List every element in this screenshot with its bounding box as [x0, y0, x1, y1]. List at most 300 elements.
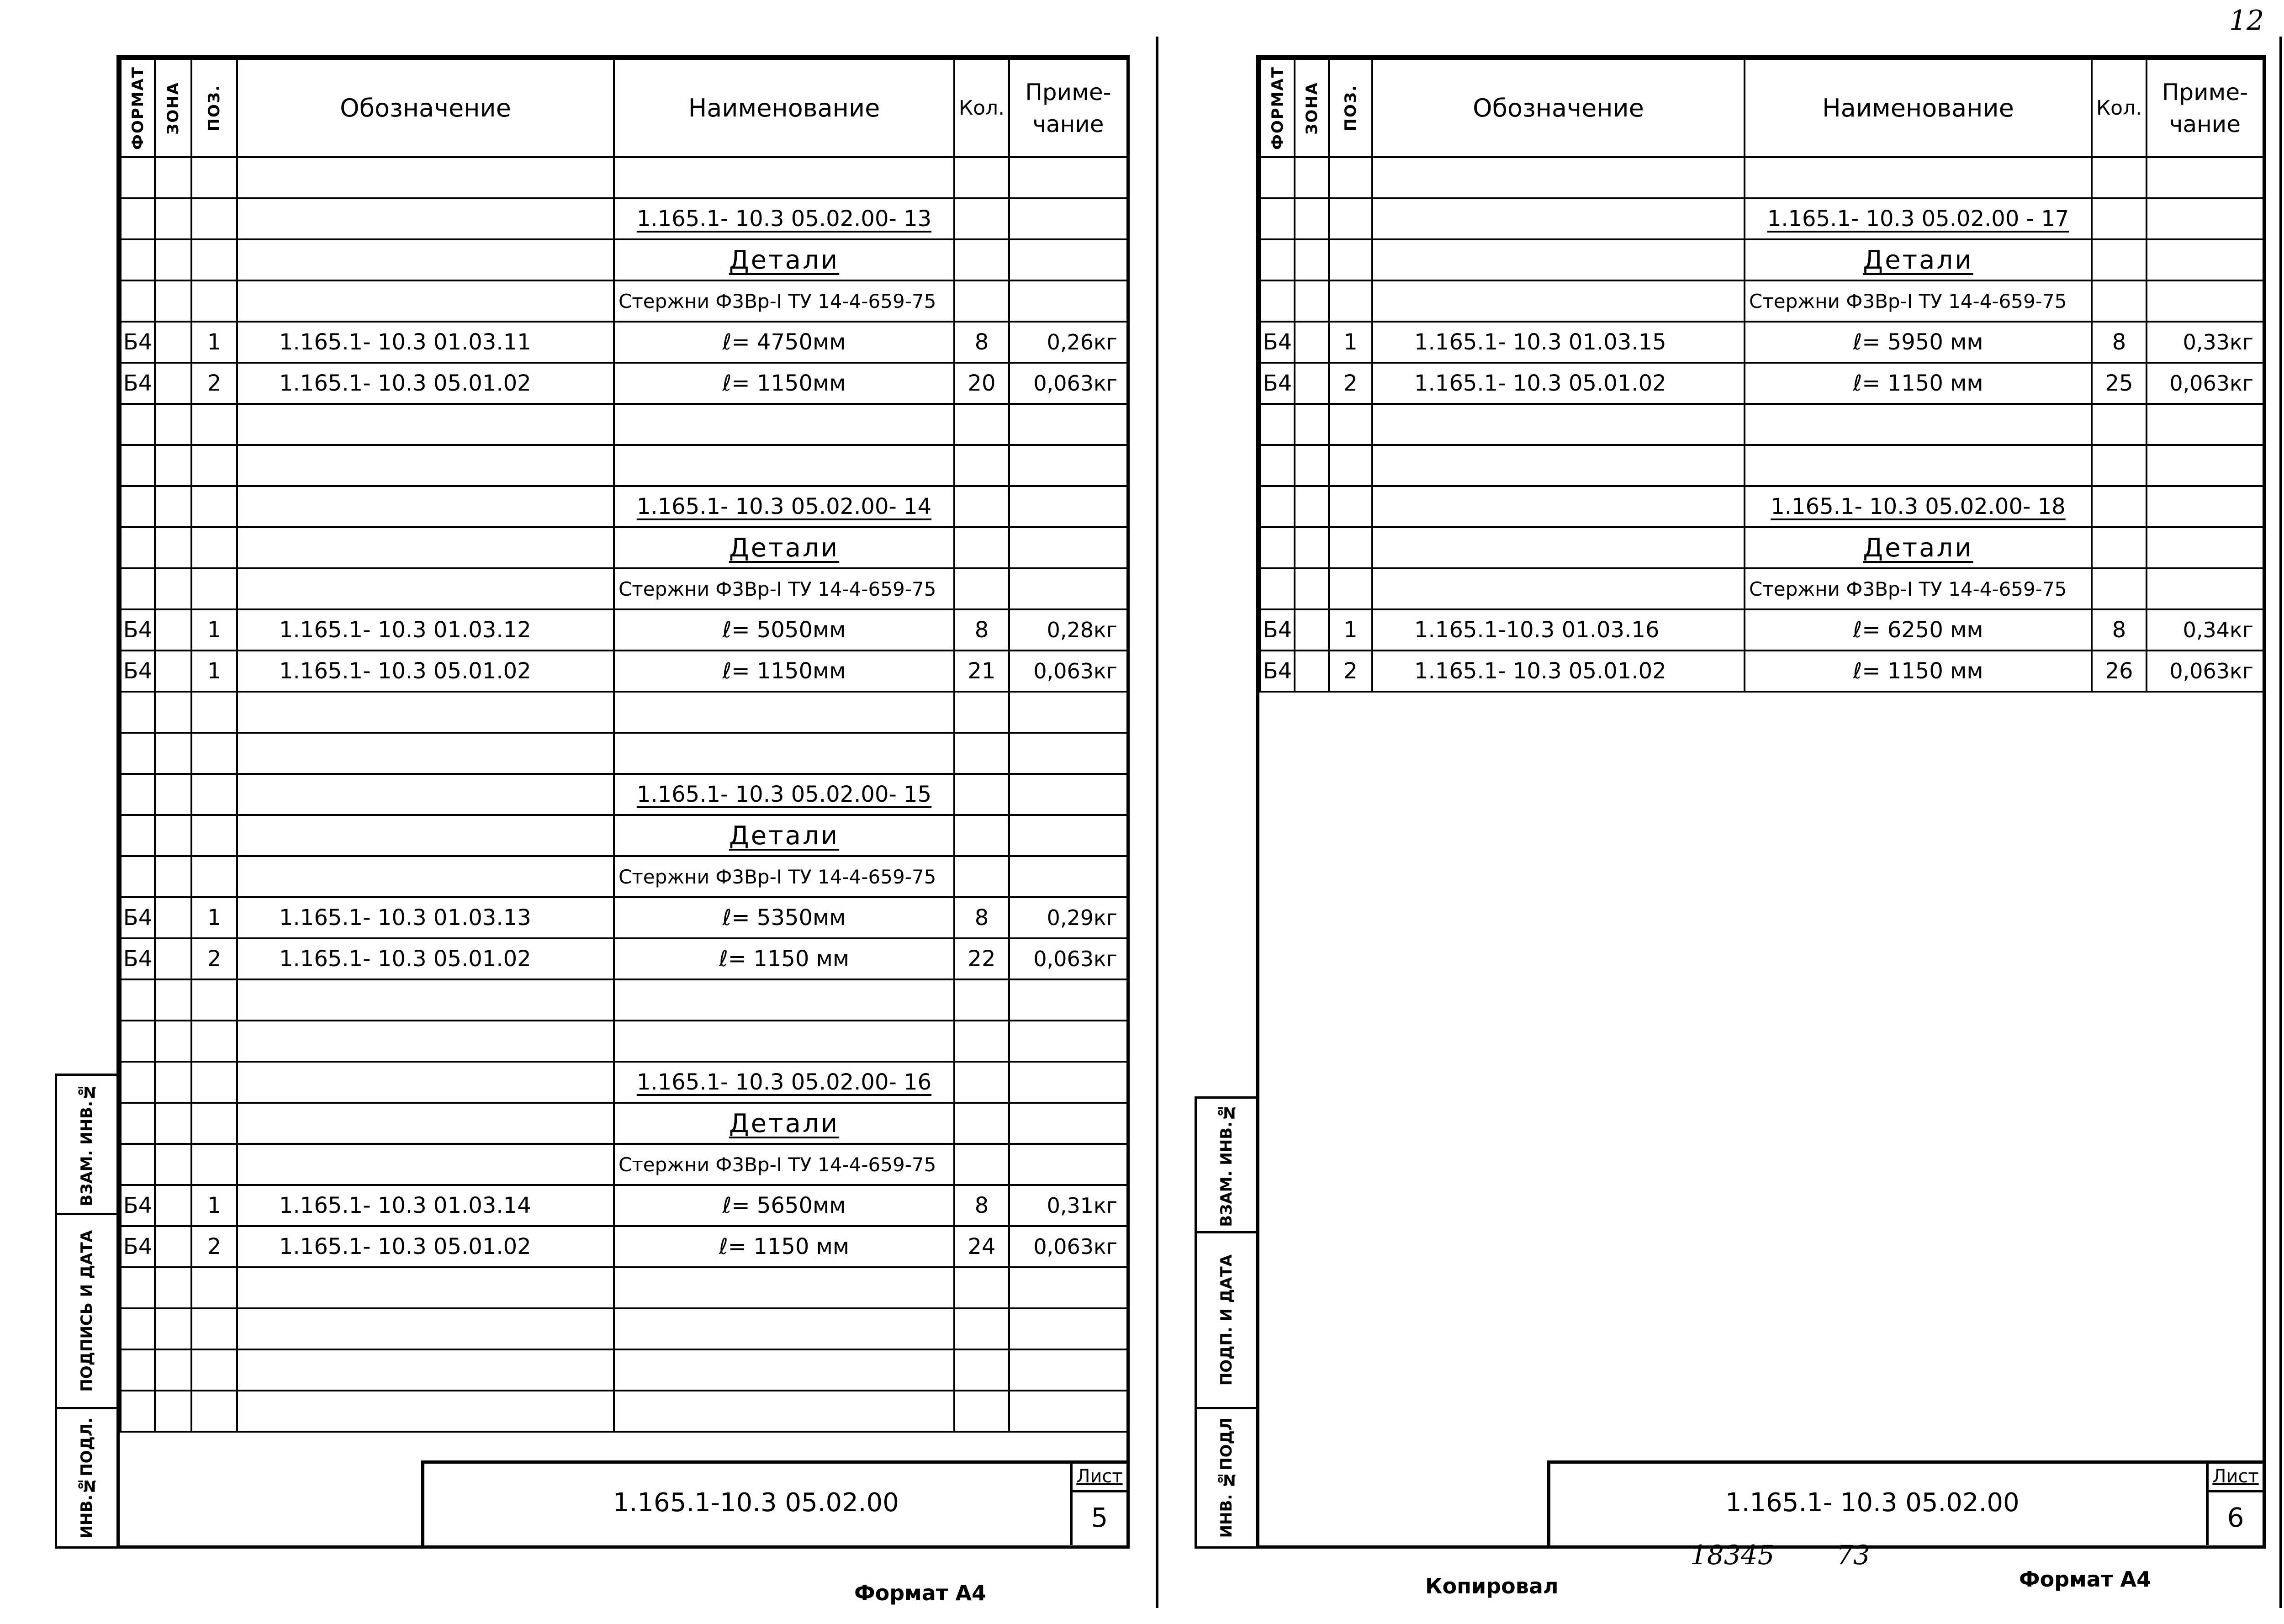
empty-cell: [1009, 568, 1127, 609]
empty-cell: [954, 1144, 1009, 1185]
empty-cell: [1372, 404, 1745, 445]
empty-cell: [1329, 280, 1372, 322]
table-row: [121, 322, 1127, 363]
header-pos: ПОЗ.: [1329, 59, 1372, 157]
empty-cell: [1329, 239, 1372, 280]
table-row: [1260, 322, 2263, 363]
spec-sheet-left: [116, 55, 1130, 1549]
empty-cell: [121, 280, 155, 322]
empty-cell: [191, 815, 237, 856]
empty-row: [121, 692, 1127, 733]
empty-cell: [155, 568, 191, 609]
empty-row: [1260, 404, 2263, 445]
item-designation: 1.165.1- 10.3 01.03.12: [237, 609, 614, 651]
empty-cell: [1009, 445, 1127, 486]
empty-cell: [237, 445, 614, 486]
empty-cell: [237, 774, 614, 815]
empty-cell: [237, 733, 614, 774]
item-note: 0,063кг: [1009, 363, 1127, 404]
empty-cell: [1295, 486, 1329, 527]
group-title: [1745, 527, 2092, 568]
item-zone: [155, 609, 191, 651]
group-code: [614, 1062, 954, 1103]
item-designation: 1.165.1- 10.3 05.01.02: [237, 938, 614, 979]
item-format: Б4: [121, 938, 155, 979]
item-qty: 21: [954, 651, 1009, 692]
empty-cell: [155, 1308, 191, 1349]
empty-cell: [155, 527, 191, 568]
header-designation: Обозначение: [237, 59, 614, 157]
group-code-row: [121, 1062, 1127, 1103]
sidebar-right-podpis: ПОДП. И ДАТА: [1195, 1231, 1258, 1409]
empty-cell: [1009, 979, 1127, 1021]
item-qty: 25: [2092, 363, 2147, 404]
item-format: Б4: [121, 651, 155, 692]
item-zone: [1295, 651, 1329, 692]
empty-cell: [1009, 1349, 1127, 1391]
empty-cell: [191, 239, 237, 280]
empty-cell: [1260, 404, 1295, 445]
empty-cell: [1295, 404, 1329, 445]
empty-cell: [191, 856, 237, 897]
empty-cell: [237, 1391, 614, 1432]
fold-line-right: [2279, 37, 2282, 1608]
item-name: ℓ= 1150 мм: [1745, 651, 2092, 692]
empty-cell: [191, 445, 237, 486]
table-row: [121, 651, 1127, 692]
empty-cell: [155, 733, 191, 774]
empty-cell: [1009, 774, 1127, 815]
item-note: 0,063кг: [1009, 938, 1127, 979]
empty-cell: [614, 692, 954, 733]
item-format: Б4: [121, 897, 155, 938]
group-code-row: [121, 486, 1127, 527]
empty-cell: [1745, 157, 2092, 198]
group-title-row: [121, 527, 1127, 568]
empty-cell: [2092, 404, 2147, 445]
stamp-code-left: 1.165.1-10.3 05.02.00: [613, 1488, 899, 1518]
empty-cell: [1009, 198, 1127, 239]
spec-body-right: [1260, 157, 2263, 692]
group-material: Стержни Ф3Вр-I ТУ 14-4-659-75: [614, 280, 954, 322]
empty-cell: [237, 404, 614, 445]
item-designation: 1.165.1- 10.3 01.03.14: [237, 1185, 614, 1226]
empty-cell: [155, 280, 191, 322]
empty-cell: [1009, 527, 1127, 568]
empty-cell: [191, 1021, 237, 1062]
empty-cell: [155, 1391, 191, 1432]
empty-cell: [1329, 486, 1372, 527]
empty-cell: [954, 1267, 1009, 1308]
empty-cell: [1329, 198, 1372, 239]
empty-cell: [155, 1021, 191, 1062]
empty-cell: [954, 1021, 1009, 1062]
group-title-text: Детали: [729, 820, 840, 851]
item-note: 0,28кг: [1009, 609, 1127, 651]
empty-cell: [237, 527, 614, 568]
item-pos: 2: [191, 938, 237, 979]
empty-cell: [954, 1103, 1009, 1144]
empty-cell: [191, 733, 237, 774]
item-note: 0,26кг: [1009, 322, 1127, 363]
group-code: [1745, 486, 2092, 527]
empty-cell: [237, 979, 614, 1021]
group-material-row: [1260, 568, 2263, 609]
item-zone: [155, 938, 191, 979]
header-name: Наименование: [1745, 59, 2092, 157]
group-title: [614, 815, 954, 856]
copied-label: Копировал: [1425, 1574, 1559, 1598]
empty-cell: [237, 1062, 614, 1103]
empty-cell: [1009, 280, 1127, 322]
item-qty: 8: [954, 322, 1009, 363]
empty-cell: [121, 979, 155, 1021]
empty-cell: [954, 445, 1009, 486]
handwritten-number: 18345: [1690, 1539, 1775, 1571]
sheet-label-left: Лист: [1073, 1463, 1126, 1492]
empty-cell: [155, 1267, 191, 1308]
empty-cell: [1260, 280, 1295, 322]
empty-cell: [2147, 486, 2263, 527]
item-pos: 1: [191, 897, 237, 938]
stamp-code-right: 1.165.1- 10.3 05.02.00: [1725, 1488, 2020, 1518]
group-material-row: [121, 1144, 1127, 1185]
empty-cell: [1372, 445, 1745, 486]
empty-cell: [1260, 445, 1295, 486]
sheet-label-right: Лист: [2209, 1463, 2263, 1492]
table-row: [1260, 609, 2263, 651]
empty-cell: [155, 1144, 191, 1185]
item-name: ℓ= 1150мм: [614, 651, 954, 692]
empty-cell: [614, 979, 954, 1021]
item-note: 0,063кг: [1009, 1226, 1127, 1267]
empty-cell: [954, 486, 1009, 527]
empty-cell: [2092, 198, 2147, 239]
empty-cell: [121, 1308, 155, 1349]
table-row: [121, 897, 1127, 938]
empty-cell: [2147, 527, 2263, 568]
empty-row: [121, 979, 1127, 1021]
table-row: [121, 609, 1127, 651]
item-format: Б4: [121, 1226, 155, 1267]
empty-cell: [1372, 486, 1745, 527]
empty-cell: [1745, 445, 2092, 486]
empty-cell: [121, 815, 155, 856]
group-title-text: Детали: [729, 1108, 840, 1138]
empty-cell: [191, 1144, 237, 1185]
group-title-text: Детали: [1863, 533, 1973, 563]
empty-cell: [155, 198, 191, 239]
empty-cell: [155, 815, 191, 856]
group-code-row: [121, 774, 1127, 815]
empty-cell: [954, 856, 1009, 897]
header-qty: Кол.: [2092, 59, 2147, 157]
group-title-row: [121, 815, 1127, 856]
sidebar-right-vzam: ВЗАМ. ИНВ.№: [1195, 1096, 1258, 1233]
item-name: ℓ= 5350мм: [614, 897, 954, 938]
item-zone: [155, 897, 191, 938]
empty-cell: [155, 774, 191, 815]
item-note: 0,34кг: [2147, 609, 2263, 651]
header-zone: ЗОНА: [1295, 59, 1329, 157]
empty-cell: [1372, 527, 1745, 568]
group-code-text: 1.165.1- 10.3 05.02.00- 13: [636, 206, 932, 232]
empty-cell: [121, 774, 155, 815]
group-code-row: [121, 198, 1127, 239]
empty-cell: [121, 1021, 155, 1062]
empty-cell: [1260, 239, 1295, 280]
item-qty: 20: [954, 363, 1009, 404]
empty-cell: [2092, 568, 2147, 609]
empty-cell: [2092, 239, 2147, 280]
table-row: [1260, 363, 2263, 404]
empty-cell: [237, 157, 614, 198]
group-title-text: Детали: [1863, 245, 1973, 275]
item-qty: 8: [954, 897, 1009, 938]
empty-cell: [614, 1267, 954, 1308]
empty-cell: [954, 280, 1009, 322]
item-qty: 8: [2092, 609, 2147, 651]
item-designation: 1.165.1- 10.3 01.03.13: [237, 897, 614, 938]
empty-cell: [1009, 815, 1127, 856]
empty-cell: [191, 198, 237, 239]
group-title: [614, 1103, 954, 1144]
empty-cell: [1009, 157, 1127, 198]
empty-cell: [1260, 527, 1295, 568]
item-zone: [155, 363, 191, 404]
empty-cell: [1372, 280, 1745, 322]
empty-cell: [1009, 1267, 1127, 1308]
sidebar-left-inv: ИНВ.№ПОДЛ.: [55, 1407, 119, 1549]
item-qty: 26: [2092, 651, 2147, 692]
item-pos: 2: [1329, 363, 1372, 404]
empty-cell: [155, 445, 191, 486]
group-code-text: 1.165.1- 10.3 05.02.00- 16: [636, 1069, 932, 1095]
empty-cell: [2092, 157, 2147, 198]
item-format: Б4: [121, 1185, 155, 1226]
item-pos: 1: [191, 322, 237, 363]
item-name: ℓ= 1150 мм: [1745, 363, 2092, 404]
empty-row: [121, 404, 1127, 445]
empty-cell: [121, 1267, 155, 1308]
item-pos: 2: [191, 363, 237, 404]
empty-cell: [191, 692, 237, 733]
empty-cell: [237, 692, 614, 733]
empty-cell: [1329, 157, 1372, 198]
group-code: [614, 774, 954, 815]
group-code-row: [1260, 198, 2263, 239]
spec-table-right: [1259, 58, 2264, 693]
item-format: Б4: [1260, 363, 1295, 404]
spec-sheet-right: [1256, 55, 2266, 1549]
empty-cell: [954, 568, 1009, 609]
empty-cell: [191, 774, 237, 815]
item-pos: 1: [191, 609, 237, 651]
header-note: Приме- чание: [1009, 59, 1127, 157]
empty-cell: [2147, 445, 2263, 486]
empty-cell: [954, 527, 1009, 568]
empty-cell: [1295, 527, 1329, 568]
table-row: [121, 1185, 1127, 1226]
empty-cell: [121, 445, 155, 486]
item-pos: 2: [1329, 651, 1372, 692]
sheet-number-box-left: [1070, 1463, 1126, 1545]
empty-row: [121, 1021, 1127, 1062]
header-designation: Обозначение: [1372, 59, 1745, 157]
empty-cell: [237, 1021, 614, 1062]
empty-cell: [121, 157, 155, 198]
empty-cell: [121, 733, 155, 774]
empty-cell: [1295, 445, 1329, 486]
item-name: ℓ= 1150 мм: [614, 938, 954, 979]
empty-cell: [2092, 280, 2147, 322]
empty-cell: [155, 856, 191, 897]
item-format: Б4: [1260, 651, 1295, 692]
group-material: Стержни Ф3Вр-I ТУ 14-4-659-75: [1745, 280, 2092, 322]
empty-cell: [191, 1103, 237, 1144]
empty-cell: [954, 239, 1009, 280]
item-pos: 2: [191, 1226, 237, 1267]
empty-cell: [237, 1308, 614, 1349]
group-code-text: 1.165.1- 10.3 05.02.00- 18: [1771, 494, 2066, 519]
empty-cell: [237, 198, 614, 239]
empty-cell: [155, 979, 191, 1021]
group-code: [614, 198, 954, 239]
item-format: Б4: [1260, 609, 1295, 651]
empty-row: [1260, 157, 2263, 198]
empty-cell: [1009, 692, 1127, 733]
sidebar-right-inv: ИНВ. №ПОДЛ: [1195, 1407, 1258, 1549]
empty-cell: [954, 1391, 1009, 1432]
empty-cell: [155, 1103, 191, 1144]
header-pos: ПОЗ.: [191, 59, 237, 157]
group-title: [1745, 239, 2092, 280]
empty-cell: [1295, 280, 1329, 322]
empty-cell: [1372, 568, 1745, 609]
header-name: Наименование: [614, 59, 954, 157]
empty-cell: [2092, 527, 2147, 568]
empty-cell: [1009, 1021, 1127, 1062]
empty-cell: [121, 692, 155, 733]
empty-cell: [1009, 1103, 1127, 1144]
empty-cell: [1009, 486, 1127, 527]
empty-cell: [191, 1391, 237, 1432]
empty-cell: [191, 568, 237, 609]
sheet-number-box-right: [2206, 1463, 2263, 1545]
empty-cell: [121, 1391, 155, 1432]
empty-cell: [954, 1062, 1009, 1103]
empty-cell: [191, 280, 237, 322]
group-title-row: [1260, 239, 2263, 280]
empty-cell: [614, 733, 954, 774]
empty-cell: [237, 815, 614, 856]
empty-cell: [237, 1267, 614, 1308]
empty-row: [1260, 445, 2263, 486]
header-format: ФОРМАТ: [121, 59, 155, 157]
empty-cell: [191, 1308, 237, 1349]
corner-mark: 12: [2229, 5, 2264, 37]
item-note: 0,33кг: [2147, 322, 2263, 363]
empty-cell: [954, 1349, 1009, 1391]
empty-row: [121, 1308, 1127, 1349]
empty-cell: [614, 1391, 954, 1432]
group-title-row: [1260, 527, 2263, 568]
empty-cell: [1009, 404, 1127, 445]
empty-cell: [121, 856, 155, 897]
empty-cell: [1009, 239, 1127, 280]
group-material-row: [121, 280, 1127, 322]
group-title: [614, 527, 954, 568]
item-note: 0,29кг: [1009, 897, 1127, 938]
empty-cell: [1329, 404, 1372, 445]
header-zone: ЗОНА: [155, 59, 191, 157]
item-note: 0,063кг: [2147, 363, 2263, 404]
item-designation: 1.165.1- 10.3 01.03.15: [1372, 322, 1745, 363]
item-zone: [155, 651, 191, 692]
empty-cell: [1009, 1308, 1127, 1349]
empty-cell: [121, 1144, 155, 1185]
spec-body-left: [121, 157, 1127, 1432]
sheet-number-right: 6: [2227, 1502, 2244, 1533]
empty-cell: [1329, 568, 1372, 609]
empty-cell: [2147, 198, 2263, 239]
empty-cell: [614, 157, 954, 198]
item-format: Б4: [121, 609, 155, 651]
empty-cell: [1260, 568, 1295, 609]
empty-cell: [954, 1308, 1009, 1349]
table-row: [1260, 651, 2263, 692]
group-title-row: [121, 1103, 1127, 1144]
item-name: ℓ= 4750мм: [614, 322, 954, 363]
item-name: ℓ= 1150мм: [614, 363, 954, 404]
item-note: 0,063кг: [1009, 651, 1127, 692]
group-code: [614, 486, 954, 527]
empty-cell: [191, 404, 237, 445]
empty-cell: [155, 692, 191, 733]
group-title: [614, 239, 954, 280]
empty-cell: [1009, 733, 1127, 774]
empty-cell: [121, 1103, 155, 1144]
group-code-text: 1.165.1- 10.3 05.02.00- 15: [636, 782, 932, 807]
empty-cell: [2092, 445, 2147, 486]
empty-cell: [1260, 198, 1295, 239]
item-qty: 24: [954, 1226, 1009, 1267]
empty-cell: [1295, 198, 1329, 239]
empty-row: [121, 1267, 1127, 1308]
item-format: Б4: [121, 322, 155, 363]
item-zone: [1295, 363, 1329, 404]
empty-cell: [2147, 280, 2263, 322]
item-note: 0,063кг: [2147, 651, 2263, 692]
group-material-row: [121, 856, 1127, 897]
item-designation: 1.165.1- 10.3 05.01.02: [1372, 363, 1745, 404]
sidebar-left-podpis: ПОДПИСЬ И ДАТА: [55, 1213, 119, 1409]
item-name: ℓ= 6250 мм: [1745, 609, 2092, 651]
spec-table-left: [120, 58, 1128, 1433]
group-code-text: 1.165.1- 10.3 05.02.00 - 17: [1767, 206, 2069, 232]
empty-cell: [155, 1349, 191, 1391]
empty-cell: [237, 1144, 614, 1185]
empty-cell: [1009, 856, 1127, 897]
empty-cell: [237, 239, 614, 280]
empty-cell: [2147, 568, 2263, 609]
header-qty: Кол.: [954, 59, 1009, 157]
item-designation: 1.165.1- 10.3 05.01.02: [237, 363, 614, 404]
empty-cell: [121, 1349, 155, 1391]
format-label-right: Формат А4: [2019, 1567, 2152, 1592]
empty-cell: [614, 1308, 954, 1349]
item-zone: [1295, 322, 1329, 363]
